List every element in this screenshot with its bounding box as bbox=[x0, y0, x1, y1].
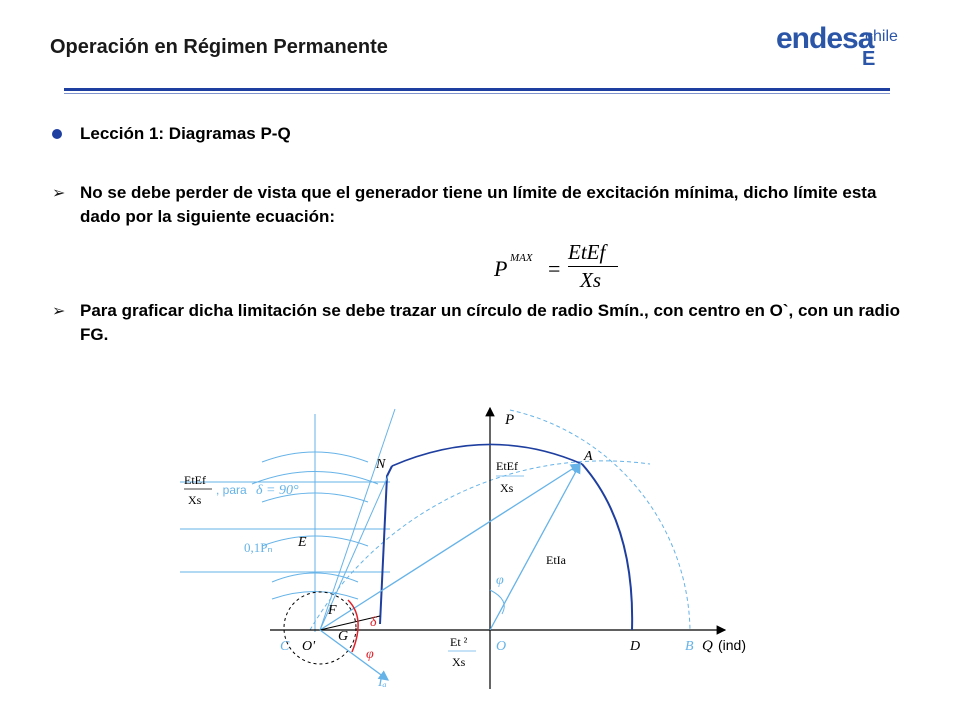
pq-diagram bbox=[180, 404, 752, 694]
minimum-excitation-circle bbox=[284, 592, 356, 664]
etef-left-denominator: Xs bbox=[188, 493, 202, 507]
point-b: B bbox=[685, 639, 694, 654]
ia-vector bbox=[320, 630, 388, 680]
eq-numerator: EtEf bbox=[568, 240, 606, 264]
eq-lhs: P bbox=[494, 256, 508, 281]
ia-label: Iₐ bbox=[378, 675, 387, 690]
q-axis-unit: (ind) bbox=[718, 637, 747, 653]
point-g: G bbox=[338, 629, 349, 644]
point-c: C bbox=[280, 639, 290, 654]
point-o: O bbox=[496, 639, 507, 654]
header-divider-thin bbox=[64, 93, 890, 94]
slide-title: Operación en Régimen Permanente bbox=[50, 36, 388, 58]
logo-mark: E bbox=[862, 48, 876, 70]
point-a: A bbox=[584, 449, 593, 464]
point-e: E bbox=[298, 535, 307, 550]
etef-top-denominator: Xs bbox=[500, 481, 514, 495]
point-o-prime: O' bbox=[302, 639, 316, 654]
point-d: D bbox=[630, 639, 641, 654]
logo-suffix: chile bbox=[865, 28, 898, 45]
pmax-equation bbox=[490, 240, 630, 292]
eq-denominator: Xs bbox=[580, 268, 601, 292]
para-label: , para bbox=[216, 483, 247, 497]
eq-fraction-bar bbox=[568, 266, 618, 267]
bullet-dot-icon bbox=[52, 129, 62, 139]
delta-90-label: δ = 90° bbox=[256, 483, 299, 498]
guide-lines bbox=[180, 410, 690, 632]
paragraph-excitation-limit: No se debe perder de vista que el generador tiene un límite de excitación mínima, dicho límite esta dado por la siguiente ecuación: bbox=[80, 183, 877, 226]
endesa-chile-logo bbox=[776, 22, 896, 70]
point-f: F bbox=[328, 603, 337, 618]
phi-label-low: φ bbox=[366, 647, 374, 662]
point-n: N bbox=[376, 457, 386, 472]
arrow-bullet-icon: ➢ bbox=[52, 303, 66, 320]
lesson-heading: Lección 1: Diagramas P-Q bbox=[80, 124, 291, 143]
eq-sign: = bbox=[548, 256, 561, 281]
eq-superscript: MAX bbox=[510, 252, 533, 264]
logo-word: endesa bbox=[776, 22, 874, 55]
et2-numerator: Et ² bbox=[450, 635, 468, 649]
paragraph-graph-limit: Para graficar dicha limitación se debe trazar un círculo de radio Smín., con centro en O`, con un radio FG. bbox=[80, 301, 900, 344]
header-divider bbox=[64, 88, 890, 91]
p-axis-label: P bbox=[505, 412, 515, 428]
etef-left-numerator: EtEf bbox=[184, 473, 206, 487]
q-axis-label: Q bbox=[702, 638, 713, 654]
et2-denominator: Xs bbox=[452, 655, 466, 669]
pn-label: 0,1Pₙ bbox=[244, 540, 273, 555]
etef-top-numerator: EtEf bbox=[496, 459, 518, 473]
etef-vector bbox=[320, 464, 580, 630]
etia-label: EtIa bbox=[546, 553, 566, 567]
phi-arc bbox=[490, 590, 504, 614]
delta-label: δ bbox=[370, 615, 377, 630]
arrow-bullet-icon: ➢ bbox=[52, 185, 66, 202]
phi-label-mid: φ bbox=[496, 573, 504, 588]
